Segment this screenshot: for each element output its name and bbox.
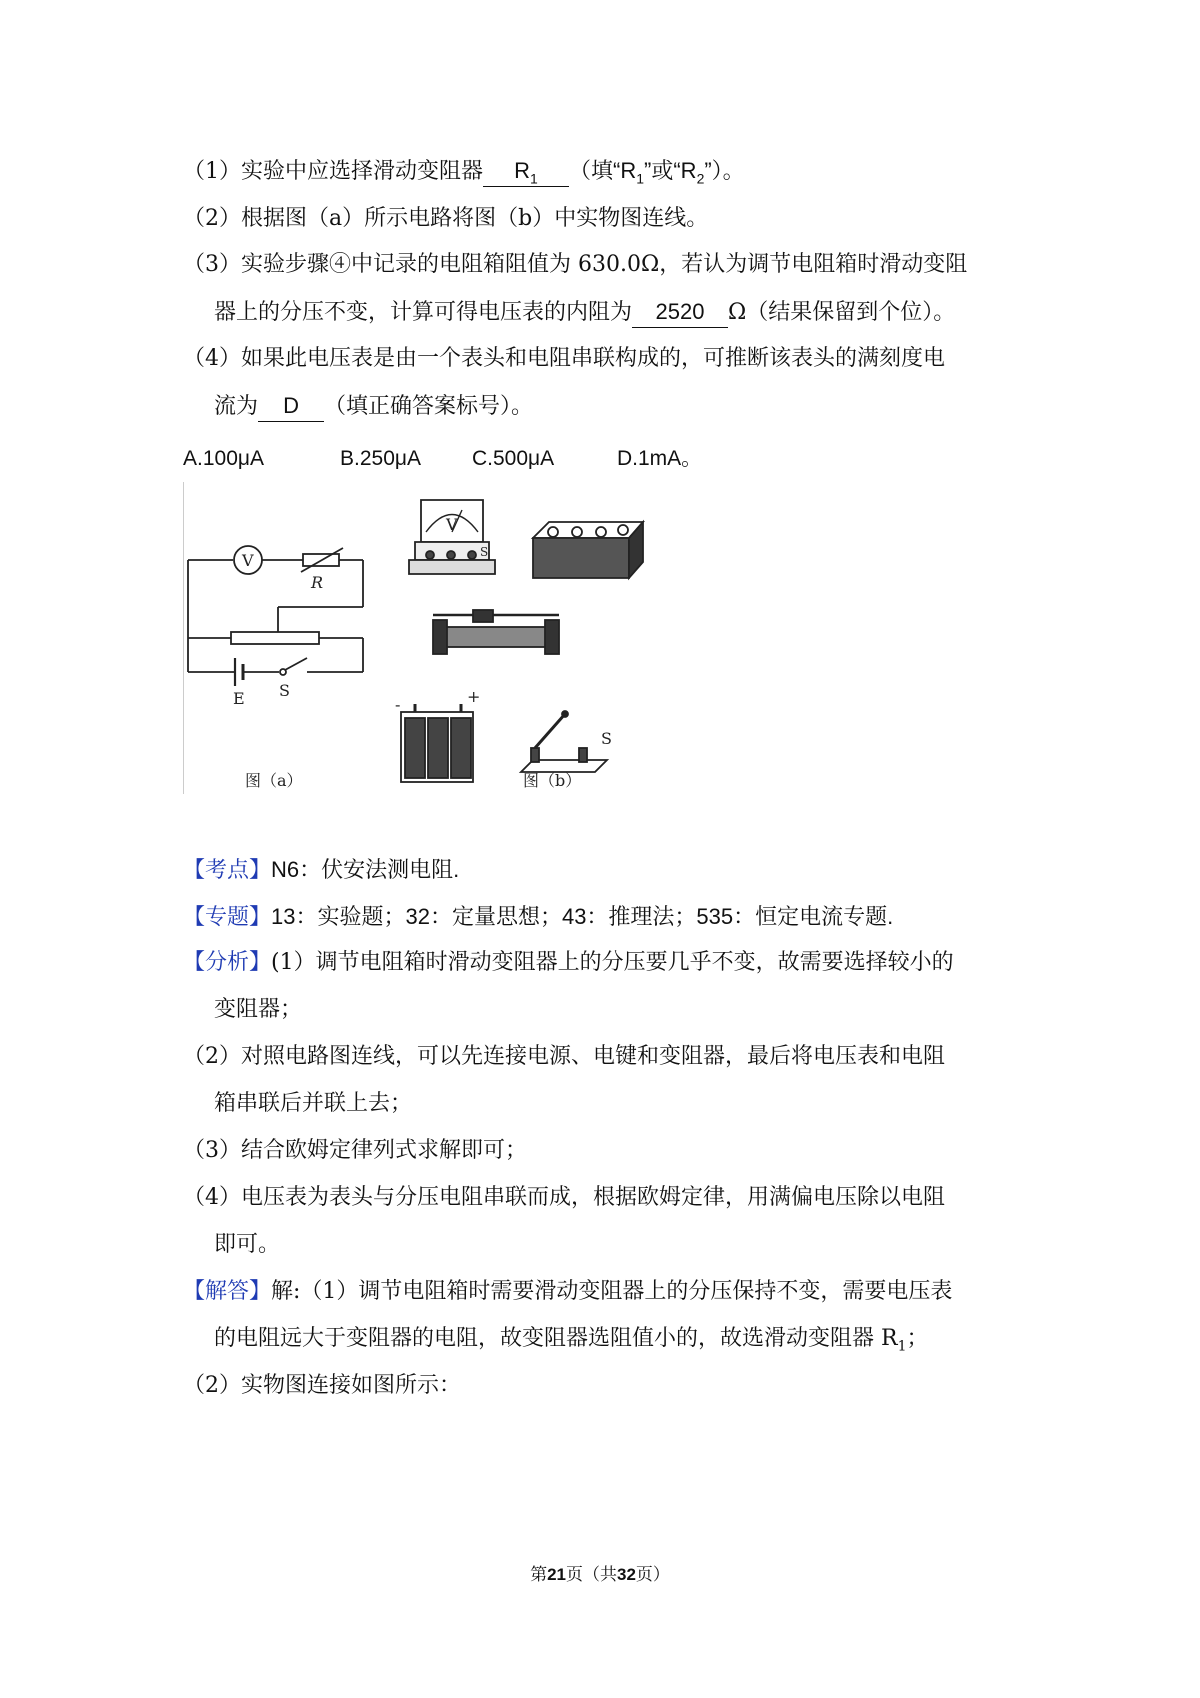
fenxi-line-1: 【分析】(1）调节电阻箱时滑动变阻器上的分压要几乎不变，故需要选择较小的 <box>183 950 954 975</box>
kaodian-tag: 【考点】 <box>183 858 272 883</box>
q3-answer-blank: 2520 <box>632 297 728 328</box>
knife-switch-device <box>521 711 607 772</box>
meter-terminal-label: S <box>480 545 489 559</box>
zhuanti-line: 【专题】13：实验题；32：定量思想；43：推理法；535：恒定电流专题. <box>183 904 894 930</box>
question-1 <box>183 156 745 187</box>
question-2: （2）根据图（a）所示电路将图（b）中实物图连线。 <box>183 206 709 231</box>
fenxi-tag: 【分析】 <box>183 950 272 975</box>
q1-hint: （填“$R_1$”或“$R_2$”）。 <box>569 158 745 187</box>
analysis-3: （3）结合欧姆定律列式求解即可； <box>183 1138 527 1163</box>
figure-b-caption: 图（b） <box>523 771 582 790</box>
figure-a-caption: 图（a） <box>245 771 303 790</box>
battery-plus-label: + <box>467 687 481 706</box>
choice-a: A.100μA <box>183 447 264 470</box>
switch-device-label: S <box>601 729 612 748</box>
jieda-tag: 【解答】 <box>183 1279 272 1304</box>
voltmeter-label: V <box>242 551 254 570</box>
question-3-line-2: 器上的分压不变，计算可得电压表的内阻为 2520 Ω（结果保留到个位）。 <box>214 297 955 328</box>
question-3-line-1: （3）实验步骤④中记录的电阻箱阻值为 630.0Ω，若认为调节电阻箱时滑动变阻 <box>183 252 968 277</box>
switch-lever <box>285 658 307 670</box>
switch-label: S <box>279 681 290 700</box>
q4-answer-blank: D <box>258 391 324 422</box>
page-footer: 第21页（共32页） <box>530 1565 670 1585</box>
voltmeter-device <box>409 500 495 574</box>
jieda-line-2: 的电阻远大于变阻器的电阻，故变阻器选阻值小的，故选滑动变阻器 $R_1$； <box>214 1326 929 1355</box>
jieda-line-1: 【解答】解:（1）调节电阻箱时需要滑动变阻器上的分压保持不变，需要电压表 <box>183 1279 953 1304</box>
q1-answer-blank: $R_1$ <box>483 156 569 187</box>
fenxi-line-2: 变阻器； <box>214 997 303 1022</box>
choice-b: B.250μA <box>340 447 421 470</box>
answer-2: （2）实物图连接如图所示： <box>183 1373 461 1398</box>
resistance-box-device <box>533 522 643 578</box>
meter-label: V <box>446 515 458 534</box>
rheostat-symbol <box>231 632 319 644</box>
question-4-line-1: （4）如果此电压表是由一个表头和电阻串联构成的，可推断该表头的满刻度电 <box>183 346 945 371</box>
kaodian-line: 【考点】N6：伏安法测电阻. <box>183 857 460 883</box>
figure-a-circuit <box>183 482 363 794</box>
battery-minus-label: - <box>395 695 401 714</box>
battery-device <box>401 704 473 782</box>
q1-text: （1）实验中应选择滑动变阻器 <box>183 159 483 184</box>
page-number: 21 <box>547 1565 566 1584</box>
question-4-line-2: 流为 D （填正确答案标号）。 <box>214 391 533 422</box>
analysis-2-line-1: （2）对照电路图连线，可以先连接电源、电键和变阻器，最后将电压表和电阻 <box>183 1044 945 1069</box>
circuit-figure <box>183 482 693 794</box>
choice-c: C.500μA <box>472 447 555 470</box>
analysis-4-line-1: （4）电压表为表头与分压电阻串联而成，根据欧姆定律，用满偏电压除以电阻 <box>183 1185 945 1210</box>
analysis-4-line-2: 即可。 <box>214 1232 281 1257</box>
zhuanti-tag: 【专题】 <box>183 905 272 930</box>
total-pages: 32 <box>617 1565 636 1584</box>
analysis-2-line-2: 箱串联后并联上去； <box>214 1091 413 1116</box>
battery-label: E <box>233 689 245 708</box>
resistor-label: R <box>311 573 324 592</box>
choice-d: D.1mA。 <box>617 447 703 470</box>
sliding-rheostat-device <box>433 610 559 654</box>
